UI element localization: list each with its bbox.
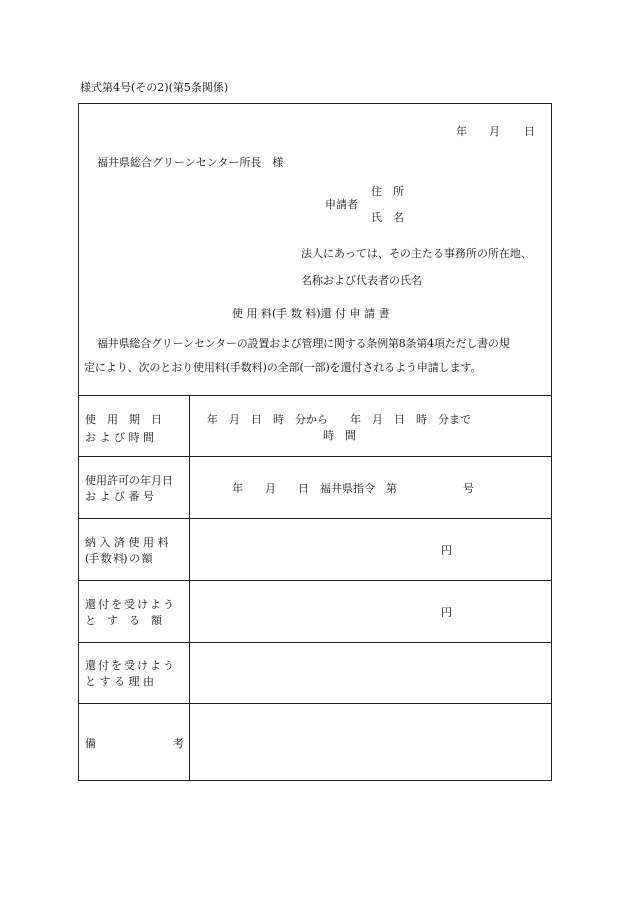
refund-amount-value: 円 [441,606,452,619]
address-label: 住 所 [371,185,404,198]
table-column-divider [189,395,190,781]
corporate-note-line1: 法人にあっては、その主たる事務所の所在地、 [301,247,532,260]
row-label-line1: 使用許可の年月日 [85,474,173,487]
document-title: 使 用 料(手 数 料)還 付 申 請 書 [232,307,390,320]
body-text-line2: 定により、次のとおり使用料(手数料)の全部(一部)を還付されるよう申請します。 [84,361,482,374]
addressee: 福井県総合グリーンセンター所長 様 [97,156,284,169]
table-row-divider [78,580,552,581]
date-month-label: 月 [489,125,500,138]
date-day-label: 日 [524,125,535,138]
table-row-divider [78,518,552,519]
table-row-divider [78,703,552,704]
corporate-note-line2: 名称および代表者の氏名 [301,274,422,287]
row-label-line1: 還付を受けよう [85,659,176,672]
row-label-line1: 使 用 期 日 [85,413,162,426]
row-label-line1: 還付を受けよう [85,598,176,611]
table-row-divider [78,642,552,643]
table-top-rule [78,395,552,396]
paid-amount-value: 円 [441,544,452,557]
usage-period-value: 年 月 日 時 分から 年 月 日 時 分まで [207,413,471,426]
form-number-label: 様式第4号(その2)(第5条関係) [80,81,229,94]
permit-date-number-value: 年 月 日 福井県指令 第 号 [232,482,474,495]
applicant-label: 申請者 [325,198,358,211]
table-row-divider [78,456,552,457]
usage-hours-value: 時 間 [323,429,356,442]
date-year-label: 年 [456,125,467,138]
row-label-line2: と す る 額 [85,614,162,627]
body-text-line1: 福井県総合グリーンセンターの設置および管理に関する条例第8条第4項ただし書の規 [97,337,510,350]
remarks-label-right: 考 [173,737,184,750]
row-label-line1: 納 入 済 使 用 料 [85,536,169,549]
row-label-line2: と す る 理 由 [85,675,154,688]
remarks-label-left: 備 [85,737,96,750]
row-label-line2: (手 数 料) の 額 [85,552,152,565]
row-label-line2: お よ び 時 間 [85,431,154,444]
row-label-line2: お よ び 番 号 [85,490,154,503]
name-label: 氏 名 [371,211,404,224]
